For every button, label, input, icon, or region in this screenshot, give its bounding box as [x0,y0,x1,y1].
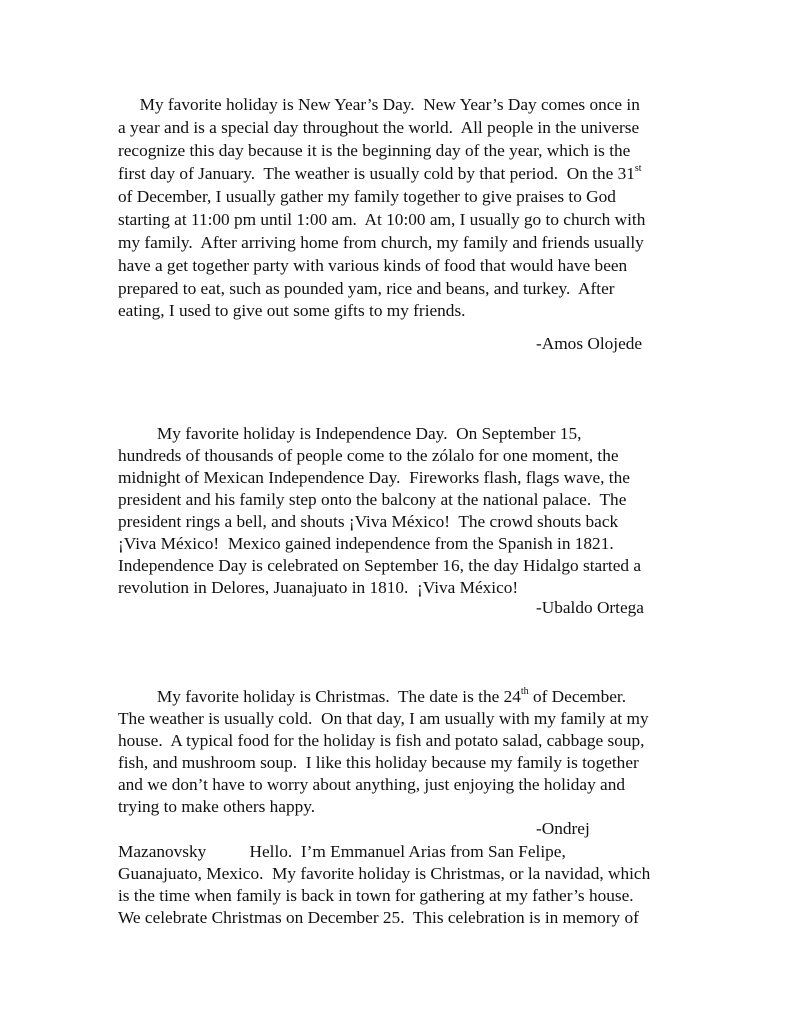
essay-line: revolution in Delores, Juanajuato in 1810. ¡Viva México! [118,578,519,597]
essay-line: The weather is usually cold. On that day, I am usually with my family at my [118,709,649,728]
essay-line-text: My favorite holiday is Christmas. The date is the 24 [118,687,521,706]
essay-line: have a get together party with various kinds of food that would have been [118,256,628,275]
essay-line: My favorite holiday is Independence Day. On September 15, [118,424,582,443]
ordinal-suffix: th [520,686,529,698]
essay-line: recognize this day because it is the beginning day of the year, which is the [118,141,631,160]
essay-line: trying to make others happy. [118,797,316,816]
essay-line: fish, and mushroom soup. I like this holiday because my family is together [118,753,639,772]
essay-line [118,163,642,185]
essay-line: and we don’t have to worry about anything, just enjoying the holiday and [118,775,625,794]
essay-line: house. A typical food for the holiday is fish and potato salad, cabbage soup, [118,731,645,750]
essay-line: My favorite holiday is New Year’s Day. New Year’s Day comes once in [118,95,640,114]
essay-line: midnight of Mexican Independence Day. Fireworks flash, flags wave, the [118,468,630,487]
essay-line: president rings a bell, and shouts ¡Viva México! The crowd shouts back [118,512,619,531]
essay-line: Independence Day is celebrated on September 16, the day Hidalgo started a [118,556,642,575]
essay-line: is the time when family is back in town for gathering at my father’s house. [118,886,634,905]
signature: -Ondrej [536,819,590,838]
essay-line: of December, I usually gather my family together to give praises to God [118,187,616,206]
essay-line-text: of December. [528,687,627,706]
essay-line: ¡Viva México! Mexico gained independence from the Spanish in 1821. [118,534,614,553]
essay-line-text: first day of January. The weather is usually cold by that period. On the 31 [118,164,635,183]
essay-line: my family. After arriving home from church, my family and friends usually [118,233,644,252]
essay-line: a year and is a special day throughout the world. All people in the universe [118,118,640,137]
signature: -Amos Olojede [536,334,643,353]
essay-line [118,686,626,708]
ordinal-suffix: st [634,163,642,175]
essay-line: Guanajuato, Mexico. My favorite holiday is Christmas, or la navidad, which [118,864,651,883]
essay-line: hundreds of thousands of people come to the zólalo for one moment, the [118,446,619,465]
essay-line: Mazanovsky Hello. I’m Emmanuel Arias from San Felipe, [118,842,566,861]
essay-line: eating, I used to give out some gifts to my friends. [118,301,466,320]
essay-line: We celebrate Christmas on December 25. This celebration is in memory of [118,908,639,927]
essay-line: president and his family step onto the balcony at the national palace. The [118,490,627,509]
essay-line: starting at 11:00 pm until 1:00 am. At 10:00 am, I usually go to church with [118,210,646,229]
signature: -Ubaldo Ortega [536,598,644,617]
essay-line: prepared to eat, such as pounded yam, rice and beans, and turkey. After [118,279,615,298]
